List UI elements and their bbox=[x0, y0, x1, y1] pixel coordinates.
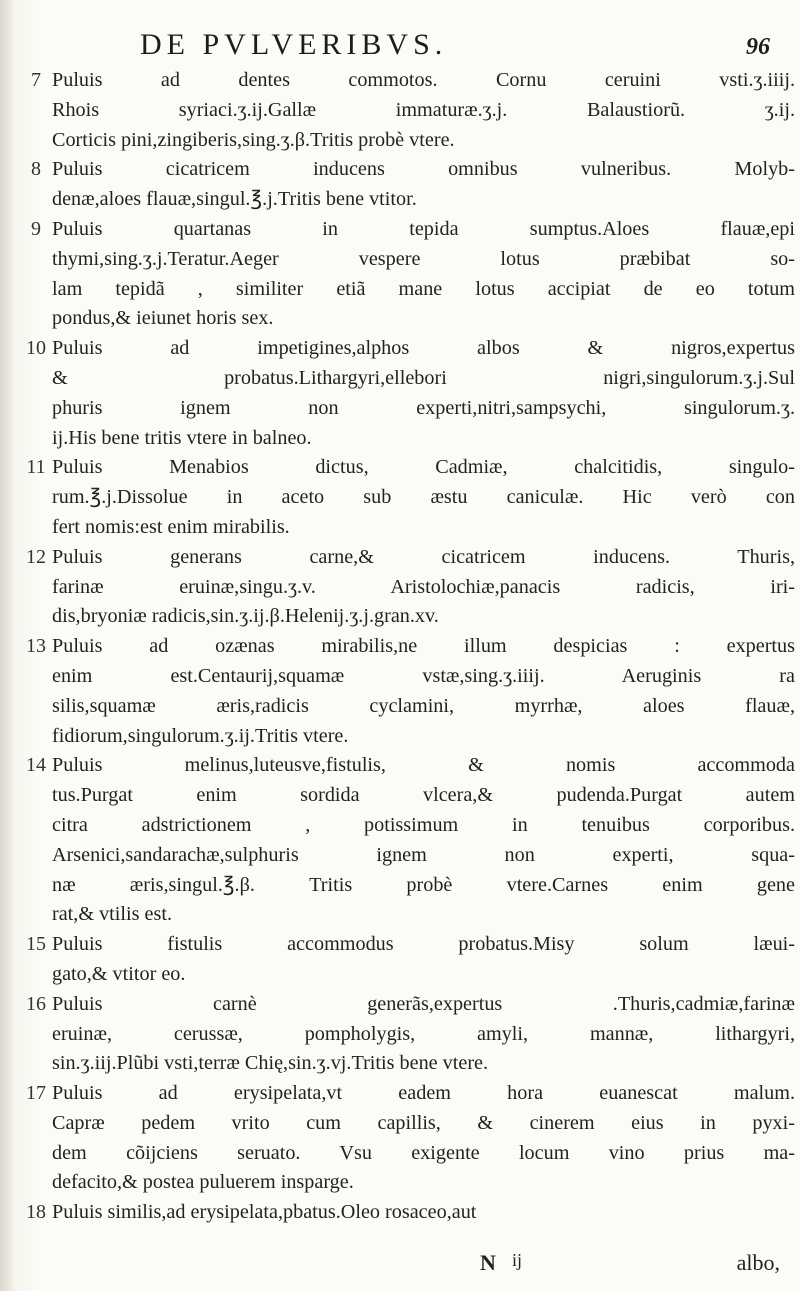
page-number: 96 bbox=[746, 34, 770, 60]
signature-mark: N bbox=[480, 1250, 496, 1275]
recipe-number: 7 bbox=[31, 69, 41, 91]
recipe-line bbox=[20, 960, 795, 990]
recipe-line bbox=[20, 900, 795, 930]
recipe-text: silis,squamæ æris,radicis cyclamini, myrrhæ, aloes flauæ, bbox=[52, 694, 795, 717]
recipe-text: Arsenici,sandarachæ,sulphuris ignem non experti, squa- bbox=[52, 843, 795, 866]
recipe-text: Puluis fistulis accommodus probatus.Misy solum læui- bbox=[52, 933, 795, 956]
recipe-text: Puluis ad ozænas mirabilis,ne illum despicias : expertus bbox=[52, 635, 795, 658]
recipe-line bbox=[20, 513, 795, 543]
recipe-line bbox=[20, 781, 795, 811]
recipe-first-line bbox=[20, 632, 795, 662]
recipe-text: ij.His bene tritis vtere in balneo. bbox=[52, 426, 312, 449]
running-head: DE PVLVERIBVS. bbox=[140, 28, 448, 61]
recipe-text: Corticis pini,zingiberis,sing.ʒ.β.Tritis probè vtere. bbox=[52, 128, 455, 151]
recipe-text: fert nomis:est enim mirabilis. bbox=[52, 515, 290, 538]
recipe-number: 16 bbox=[26, 992, 46, 1015]
recipe-first-line bbox=[20, 751, 795, 781]
recipe-line bbox=[20, 841, 795, 871]
recipe-text: Puluis generans carne,& cicatricem inducens. Thuris, bbox=[52, 545, 795, 568]
recipe-first-line bbox=[20, 543, 795, 573]
recipe-text: Puluis carnè generãs,expertus .Thuris,cadmiæ,farinæ bbox=[52, 992, 795, 1015]
recipe-number: 11 bbox=[26, 456, 46, 479]
signature-number: ij bbox=[512, 1250, 523, 1270]
recipe-text: Puluis similis,ad erysipelata,pbatus.Oleo rosaceo,aut bbox=[52, 1201, 477, 1224]
recipe-line bbox=[20, 394, 795, 424]
recipe-number: 15 bbox=[26, 933, 46, 956]
catchword: albo, bbox=[736, 1250, 780, 1275]
recipe-line bbox=[20, 1139, 795, 1169]
recipe-text: lam tepidã , similiter etiã mane lotus accipiat de eo totum bbox=[52, 277, 795, 300]
recipe-first-line bbox=[20, 334, 795, 364]
recipe-first-line bbox=[20, 1079, 795, 1109]
recipe-line bbox=[20, 692, 795, 722]
recipe-line bbox=[20, 811, 795, 841]
recipe-number: 18 bbox=[26, 1201, 46, 1224]
recipe-line bbox=[20, 573, 795, 603]
recipe-text: Puluis cicatricem inducens omnibus vulneribus. Molyb- bbox=[52, 158, 795, 181]
recipe-line bbox=[20, 185, 795, 215]
recipe-text: dis,bryoniæ radicis,sin.ʒ.ij.β.Helenij.ʒ.j.gran.xv. bbox=[52, 605, 439, 628]
recipe-line bbox=[20, 1109, 795, 1139]
recipe-line bbox=[20, 96, 795, 126]
recipe-text: pondus,& ieiunet horis sex. bbox=[52, 307, 274, 330]
recipe-first-line bbox=[20, 1198, 795, 1228]
recipe-line bbox=[20, 275, 795, 305]
recipe-line bbox=[20, 245, 795, 275]
recipe-text: Puluis ad erysipelata,vt eadem hora euanescat malum. bbox=[52, 1082, 795, 1105]
recipe-text: Puluis quartanas in tepida sumptus.Aloes flauæ,epi bbox=[52, 217, 795, 240]
recipe-first-line bbox=[20, 930, 795, 960]
recipe-line bbox=[20, 1049, 795, 1079]
recipe-number: 9 bbox=[31, 217, 41, 240]
recipe-text: denæ,aloes flauæ,singul.℥.j.Tritis bene vtitor. bbox=[52, 188, 417, 211]
recipe-text: Puluis ad dentes commotos. Cornu ceruini vsti.ʒ.iiij. bbox=[52, 69, 795, 91]
binding-shadow bbox=[0, 0, 14, 1291]
recipe-text: Puluis melinus,luteusve,fistulis, & nomis accommoda bbox=[52, 754, 795, 777]
recipe-text: enim est.Centaurij,squamæ vstæ,sing.ʒ.iiij. Aeruginis ra bbox=[52, 664, 795, 687]
recipe-first-line bbox=[20, 215, 795, 245]
recipe-text: tus.Purgat enim sordida vlcera,& pudenda.Purgat autem bbox=[52, 784, 795, 807]
recipe-line bbox=[20, 483, 795, 513]
recipe-line bbox=[20, 1020, 795, 1050]
recipe-text: sin.ʒ.iij.Plũbi vsti,terræ Chię,sin.ʒ.vj.Tritis bene vtere. bbox=[52, 1052, 489, 1075]
recipe-text: dem cõijciens seruato. Vsu exigente locum vino prius ma- bbox=[52, 1141, 795, 1164]
recipe-number: 14 bbox=[26, 754, 46, 777]
recipe-first-line bbox=[20, 155, 795, 185]
recipe-text: thymi,sing.ʒ.j.Teratur.Aeger vespere lotus præbibat so- bbox=[52, 247, 795, 270]
recipe-text: & probatus.Lithargyri,ellebori nigri,singulorum.ʒ.j.Sul bbox=[52, 366, 795, 389]
recipe-text: Capræ pedem vrito cum capillis, & cinerem eius in pyxi- bbox=[52, 1111, 795, 1134]
recipe-line bbox=[20, 304, 795, 334]
recipe-list bbox=[20, 66, 795, 1228]
recipe-number: 17 bbox=[26, 1082, 46, 1105]
recipe-first-line bbox=[20, 453, 795, 483]
recipe-text: Puluis Menabios dictus, Cadmiæ, chalcitidis, singulo- bbox=[52, 456, 795, 479]
recipe-line bbox=[20, 1168, 795, 1198]
recipe-line bbox=[20, 662, 795, 692]
recipe-text: citra adstrictionem , potissimum in tenuibus corporibus. bbox=[52, 813, 795, 836]
recipe-text: gato,& vtitor eo. bbox=[52, 962, 186, 985]
recipe-line bbox=[20, 364, 795, 394]
recipe-line bbox=[20, 424, 795, 454]
recipe-text: eruinæ, cerussæ, pompholygis, amyli, mannæ, lithargyri, bbox=[52, 1022, 795, 1045]
recipe-first-line bbox=[20, 66, 795, 96]
recipe-number: 13 bbox=[26, 635, 46, 658]
recipe-text: defacito,& postea puluerem insparge. bbox=[52, 1171, 354, 1194]
recipe-number: 12 bbox=[26, 545, 46, 568]
recipe-line bbox=[20, 722, 795, 752]
recipe-line bbox=[20, 126, 795, 156]
recipe-number: 10 bbox=[26, 337, 46, 360]
recipe-text: fidiorum,singulorum.ʒ.ij.Tritis vtere. bbox=[52, 724, 349, 747]
recipe-first-line bbox=[20, 990, 795, 1020]
recipe-number: 8 bbox=[31, 158, 41, 181]
recipe-text: farinæ eruinæ,singu.ʒ.v. Aristolochiæ,panacis radicis, iri- bbox=[52, 575, 795, 598]
recipe-text: rum.℥.j.Dissolue in aceto sub æstu caniculæ. Hic verò con bbox=[52, 486, 795, 509]
recipe-text: Rhois syriaci.ʒ.ij.Gallæ immaturæ.ʒ.j. Balaustiorũ. ʒ.ij. bbox=[52, 98, 795, 121]
recipe-text: phuris ignem non experti,nitri,sampsychi, singulorum.ʒ. bbox=[52, 396, 795, 419]
page-header bbox=[140, 28, 780, 68]
recipe-text: Puluis ad impetigines,alphos albos & nigros,expertus bbox=[52, 337, 795, 360]
recipe-line bbox=[20, 602, 795, 632]
recipe-line bbox=[20, 871, 795, 901]
recipe-text: næ æris,singul.℥.β. Tritis probè vtere.Carnes enim gene bbox=[52, 873, 795, 896]
recipe-text: rat,& vtilis est. bbox=[52, 903, 172, 926]
